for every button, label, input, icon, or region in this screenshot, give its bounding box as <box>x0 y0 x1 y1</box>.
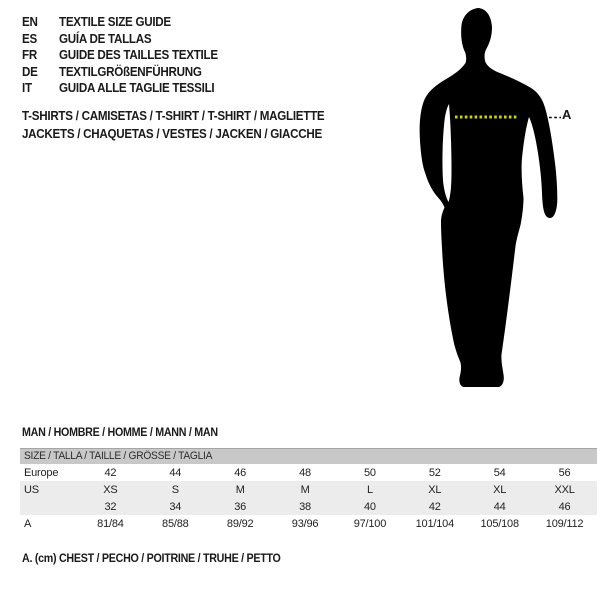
language-row-it <box>22 80 230 97</box>
man-silhouette <box>415 5 570 395</box>
cell: XS <box>103 483 118 496</box>
measurement-footnote: A. (cm) CHEST / PECHO / POITRINE / TRUHE / PETTO <box>22 553 281 565</box>
cell: 44 <box>493 500 506 513</box>
cell: 52 <box>428 466 441 479</box>
table-row-us-numeric <box>20 498 597 515</box>
cell: 34 <box>169 500 182 513</box>
man-silhouette-body <box>420 8 558 387</box>
cell: 56 <box>558 466 571 479</box>
language-code: DE <box>22 64 38 79</box>
cell: 97/100 <box>353 517 387 530</box>
category-tshirts: T-SHIRTS / CAMISETAS / T-SHIRT / T-SHIRT / MAGLIETTE <box>22 109 325 123</box>
row-label: US <box>24 483 39 496</box>
row-label: A <box>24 517 32 530</box>
measure-label-a: A <box>562 107 572 122</box>
language-code: IT <box>22 81 32 96</box>
cell: 54 <box>493 466 506 479</box>
category-jackets: JACKETS / CHAQUETAS / VESTES / JACKEN / GIACCHE <box>22 126 322 141</box>
cell: 89/92 <box>226 517 254 530</box>
language-row-es <box>22 31 230 48</box>
cell: XL <box>428 483 442 496</box>
cell: 46 <box>558 500 571 513</box>
row-label: Europe <box>24 466 59 479</box>
cell: 105/108 <box>480 517 519 530</box>
language-code: FR <box>22 48 37 63</box>
language-code: ES <box>22 31 37 46</box>
cell: S <box>171 483 179 496</box>
cell: 38 <box>299 500 311 513</box>
cell: 101/104 <box>415 517 454 530</box>
cell: 81/84 <box>97 517 124 530</box>
cell: 42 <box>104 466 117 479</box>
cell: M <box>235 483 245 496</box>
language-title: TEXTILE SIZE GUIDE <box>59 15 171 29</box>
cell: 93/96 <box>291 517 319 530</box>
language-row-de <box>22 64 230 81</box>
cell: 42 <box>428 500 441 513</box>
cell: M <box>300 483 310 496</box>
language-title: GUIDE DES TAILLES TEXTILE <box>59 48 218 63</box>
category-lines <box>22 108 347 144</box>
table-row-chest-a <box>20 515 597 532</box>
language-title: GUIDA ALLE TAGLIE TESSILI <box>59 81 215 96</box>
cell: 85/88 <box>162 517 189 530</box>
cell: 109/112 <box>545 517 584 530</box>
cell: L <box>366 483 373 496</box>
row-label <box>20 498 78 515</box>
cell: 50 <box>364 466 376 479</box>
table-row-us <box>20 481 597 498</box>
cell: 44 <box>169 466 182 479</box>
language-row-fr <box>22 47 230 64</box>
table-row-europe <box>20 464 597 481</box>
language-title: GUÍA DE TALLAS <box>59 31 152 46</box>
section-title: MAN / HOMBRE / HOMME / MANN / MAN <box>22 427 218 439</box>
language-title: TEXTILGRÖßENFÜHRUNG <box>59 64 202 79</box>
cell: 46 <box>234 466 247 479</box>
language-list <box>22 14 230 97</box>
size-table-header: SIZE / TALLA / TAILLE / GRÖSSE / TAGLIA <box>20 448 597 464</box>
size-table <box>20 448 597 532</box>
cell: XL <box>493 483 507 496</box>
cell: 36 <box>234 500 247 513</box>
size-table-grid <box>20 464 597 532</box>
cell: 32 <box>104 500 117 513</box>
cell: XXL <box>554 483 575 496</box>
cell: 40 <box>364 500 376 513</box>
language-code: EN <box>22 15 38 29</box>
cell: 48 <box>299 466 311 479</box>
language-row-en <box>22 14 230 31</box>
